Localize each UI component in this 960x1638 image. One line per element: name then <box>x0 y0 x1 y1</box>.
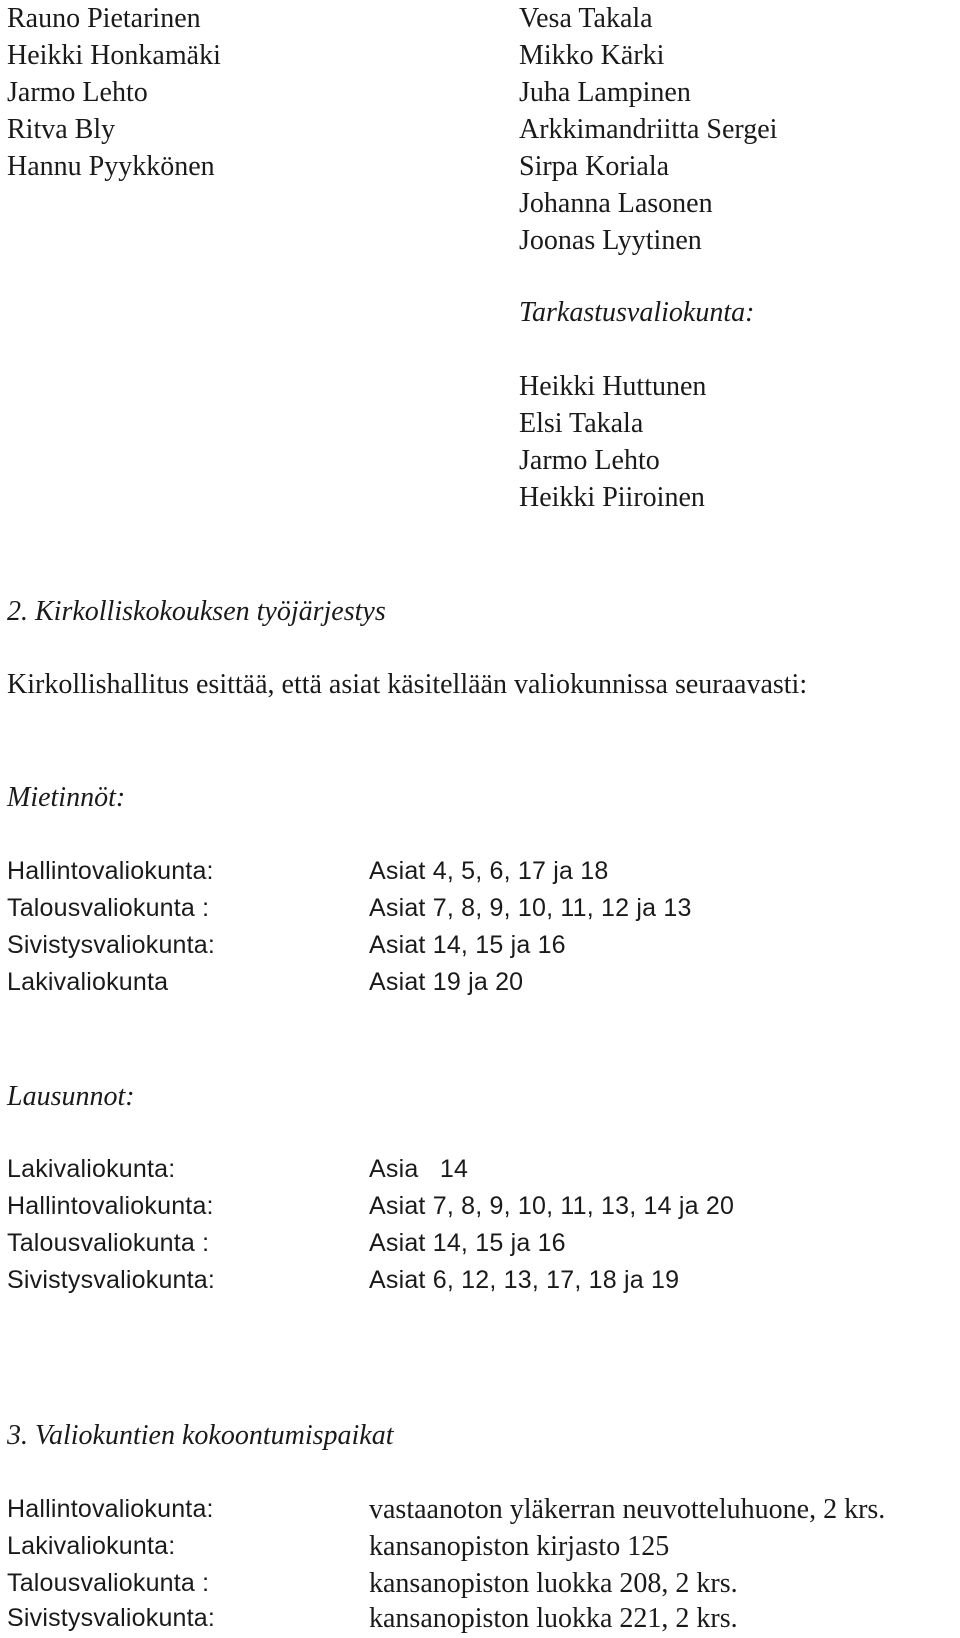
location-value: kansanopiston kirjasto 125 <box>369 1531 670 1562</box>
committee-label: Sivistysvaliokunta: <box>7 1266 216 1294</box>
mietinnot-heading: Mietinnöt: <box>7 782 126 813</box>
items-value: Asiat 7, 8, 9, 10, 11, 13, 14 ja 20 <box>369 1192 735 1220</box>
list-item: Juha Lampinen <box>519 77 691 108</box>
committee-label: Hallintovaliokunta: <box>7 857 214 885</box>
committee-label: Lakivaliokunta <box>7 968 169 996</box>
list-item: Sirpa Koriala <box>519 151 670 182</box>
section-2-title: 2. Kirkolliskokouksen työjärjestys <box>7 596 386 627</box>
list-item: Ritva Bly <box>7 114 116 145</box>
items-value: Asia 14 <box>369 1155 469 1183</box>
committee-label: Talousvaliokunta : <box>7 1229 210 1257</box>
items-value: Asiat 4, 5, 6, 17 ja 18 <box>369 857 609 885</box>
section-2-intro: Kirkollishallitus esittää, että asiat käsitellään valiokunnissa seuraavasti: <box>7 669 808 700</box>
items-value: Asiat 14, 15 ja 16 <box>369 1229 566 1257</box>
items-value: Asiat 19 ja 20 <box>369 968 524 996</box>
committee-label: Sivistysvaliokunta: <box>7 931 216 959</box>
committee-label: Sivistysvaliokunta: <box>7 1604 216 1632</box>
location-value: kansanopiston luokka 221, 2 krs. <box>369 1603 738 1634</box>
list-item: Heikki Honkamäki <box>7 40 221 71</box>
committee-label: Hallintovaliokunta: <box>7 1192 214 1220</box>
list-item: Jarmo Lehto <box>519 445 660 476</box>
list-item: Mikko Kärki <box>519 40 665 71</box>
list-item: Joonas Lyytinen <box>519 225 702 256</box>
location-value: vastaanoton yläkerran neuvotteluhuone, 2 krs. <box>369 1494 886 1525</box>
committee-label: Hallintovaliokunta: <box>7 1495 214 1523</box>
list-item: Heikki Piiroinen <box>519 482 705 513</box>
list-item: Hannu Pyykkönen <box>7 151 215 182</box>
list-item: Jarmo Lehto <box>7 77 148 108</box>
names-right-list <box>519 0 777 259</box>
location-value: kansanopiston luokka 208, 2 krs. <box>369 1568 738 1599</box>
list-item: Rauno Pietarinen <box>7 3 201 34</box>
committee-label: Lakivaliokunta: <box>7 1532 176 1560</box>
items-value: Asiat 7, 8, 9, 10, 11, 12 ja 13 <box>369 894 692 922</box>
section-3-title: 3. Valiokuntien kokoontumispaikat <box>7 1420 394 1451</box>
lausunnot-heading: Lausunnot: <box>7 1081 135 1112</box>
list-item: Elsi Takala <box>519 408 644 439</box>
items-value: Asiat 6, 12, 13, 17, 18 ja 19 <box>369 1266 680 1294</box>
list-item: Heikki Huttunen <box>519 371 707 402</box>
tarkastus-members-list <box>519 368 706 516</box>
committee-label: Talousvaliokunta : <box>7 1569 210 1597</box>
tarkastus-heading: Tarkastusvaliokunta: <box>519 297 755 328</box>
list-item: Johanna Lasonen <box>519 188 713 219</box>
list-item: Vesa Takala <box>519 3 653 34</box>
committee-label: Lakivaliokunta: <box>7 1155 176 1183</box>
names-left-list <box>7 0 221 185</box>
list-item: Arkkimandriitta Sergei <box>519 114 778 145</box>
items-value: Asiat 14, 15 ja 16 <box>369 931 566 959</box>
committee-label: Talousvaliokunta : <box>7 894 210 922</box>
